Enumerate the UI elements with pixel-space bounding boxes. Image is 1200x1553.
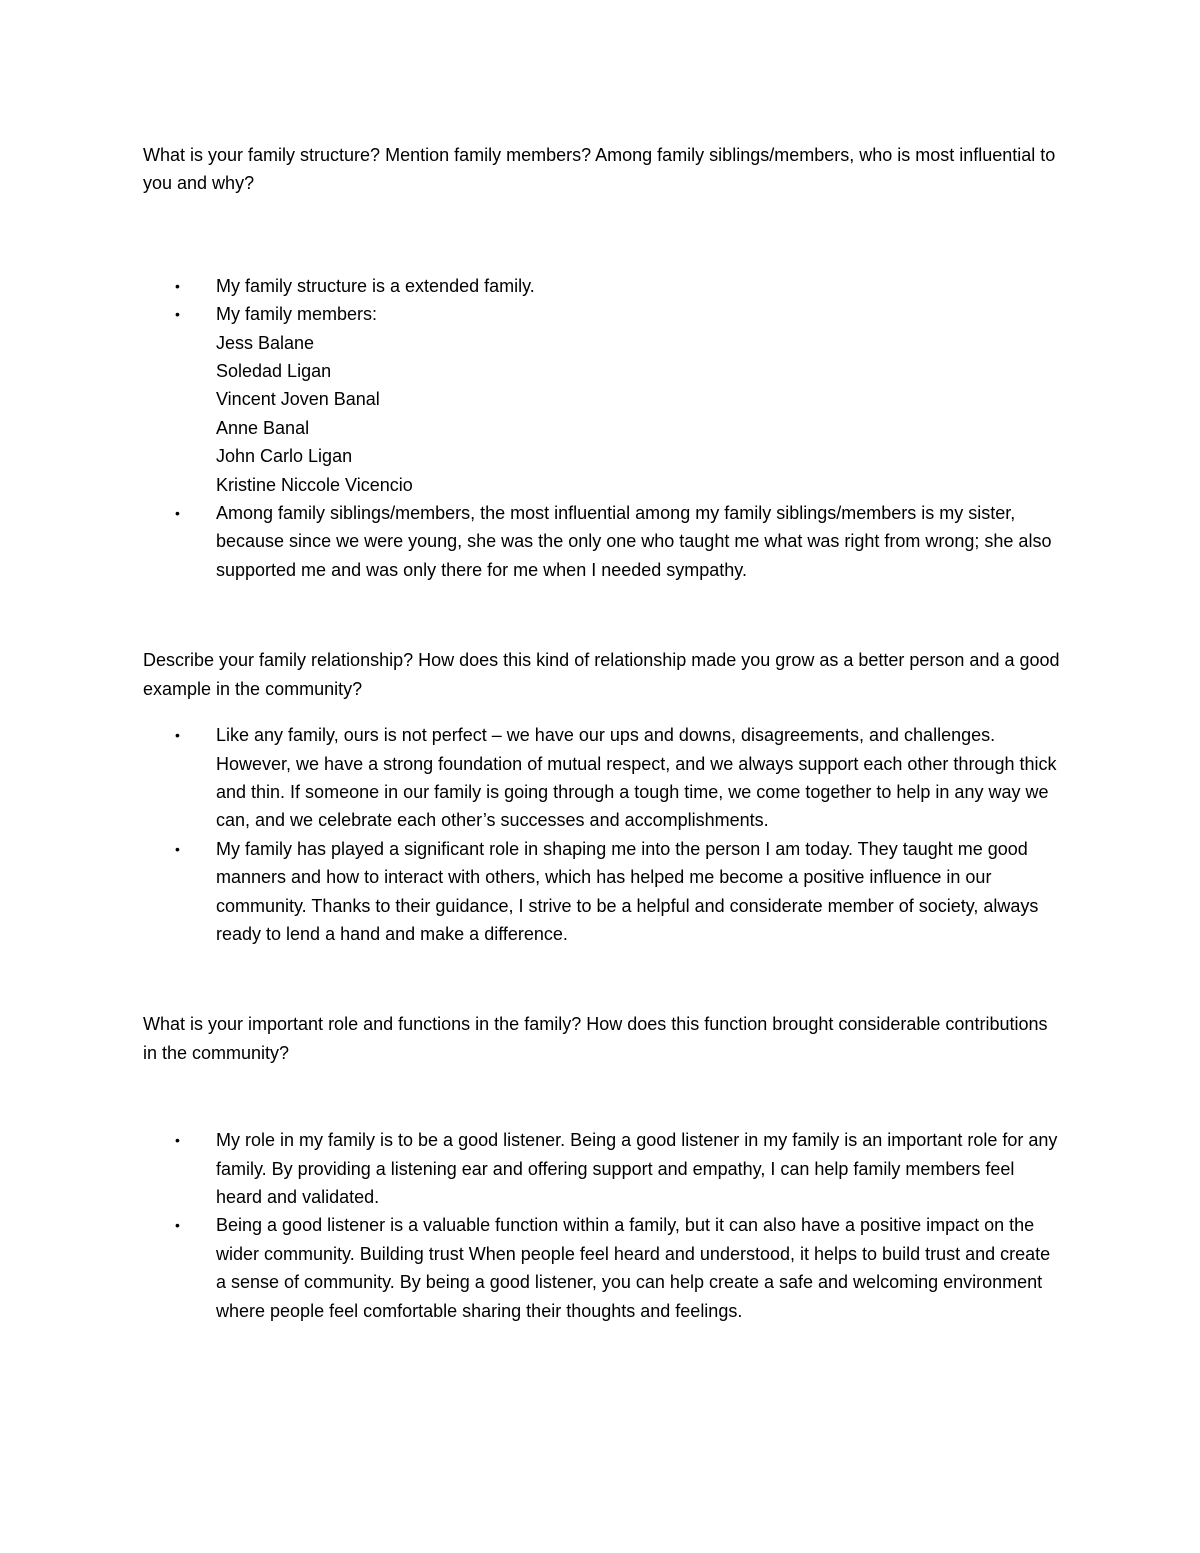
list-item [175, 272, 1063, 300]
structure-answer: My family structure is a extended family. [216, 275, 535, 296]
question-family-role: What is your important role and functions in the family? How does this function brought considerable contributions in the community? [143, 1014, 1048, 1063]
bullet-icon: • [175, 727, 180, 744]
list-item [175, 835, 1063, 949]
member-name: Kristine Niccole Vicencio [216, 474, 413, 495]
bullet-icon: • [175, 277, 180, 294]
member-name: Jess Balane [216, 332, 315, 353]
bullet-icon: • [175, 306, 180, 323]
member-name: Anne Banal [216, 417, 310, 438]
member-name: Vincent Joven Banal [216, 389, 380, 410]
list-item [175, 1126, 1063, 1211]
bullet-icon: • [175, 1217, 180, 1234]
answers-family-relationship [143, 721, 1063, 948]
answers-family-structure [143, 272, 1063, 584]
list-item [175, 721, 1063, 835]
influential-answer: Among family siblings/members, the most influential among my family siblings/members is my sister, because since we were young, she was the only one who taught me what was right from wrong; she also supported me and was only there for me when I needed sympathy. [216, 503, 1052, 580]
question-family-relationship: Describe your family relationship? How does this kind of relationship made you grow as a better person and a good example in the community? [143, 650, 1060, 699]
member-name: John Carlo Ligan [216, 446, 353, 467]
bullet-icon: • [175, 1132, 180, 1149]
bullet-icon: • [175, 505, 180, 522]
list-item [175, 499, 1063, 584]
bullet-icon: • [175, 840, 180, 857]
role-answer: Being a good listener is a valuable function within a family, but it can also have a positive impact on the wider community. Building trust When people feel heard and understood, it helps to build trust and create a sense of community. By being a good listener, you can help create a safe and welcoming environment where people feel comfortable sharing their thoughts and feelings. [216, 1215, 1051, 1321]
answers-family-role [143, 1126, 1063, 1325]
relationship-answer: Like any family, ours is not perfect – we have our ups and downs, disagreements, and challenges. However, we have a strong foundation of mutual respect, and we always support each other through thick and thin. If someone in our family is going through a tough time, we come together to help in any way we can, and we celebrate each other’s successes and accomplishments. [216, 725, 1057, 831]
relationship-answer: My family has played a significant role in shaping me into the person I am today. They taught me good manners and how to interact with others, which has helped me become a positive influence in our community. Thanks to their guidance, I strive to be a helpful and considerate member of society, always ready to lend a hand and make a difference. [216, 838, 1039, 944]
member-name: Soledad Ligan [216, 361, 332, 382]
members-label: My family members: [216, 304, 378, 325]
list-item [175, 1211, 1063, 1325]
role-answer: My role in my family is to be a good listener. Being a good listener in my family is an important role for any family. By providing a listening ear and offering support and empathy, I can help family members feel heard and validated. [216, 1130, 1058, 1207]
list-item [175, 300, 1063, 499]
document-body [143, 141, 1063, 1325]
question-family-structure: What is your family structure? Mention family members? Among family siblings/members, who is most influential to you and why? [143, 145, 1056, 194]
